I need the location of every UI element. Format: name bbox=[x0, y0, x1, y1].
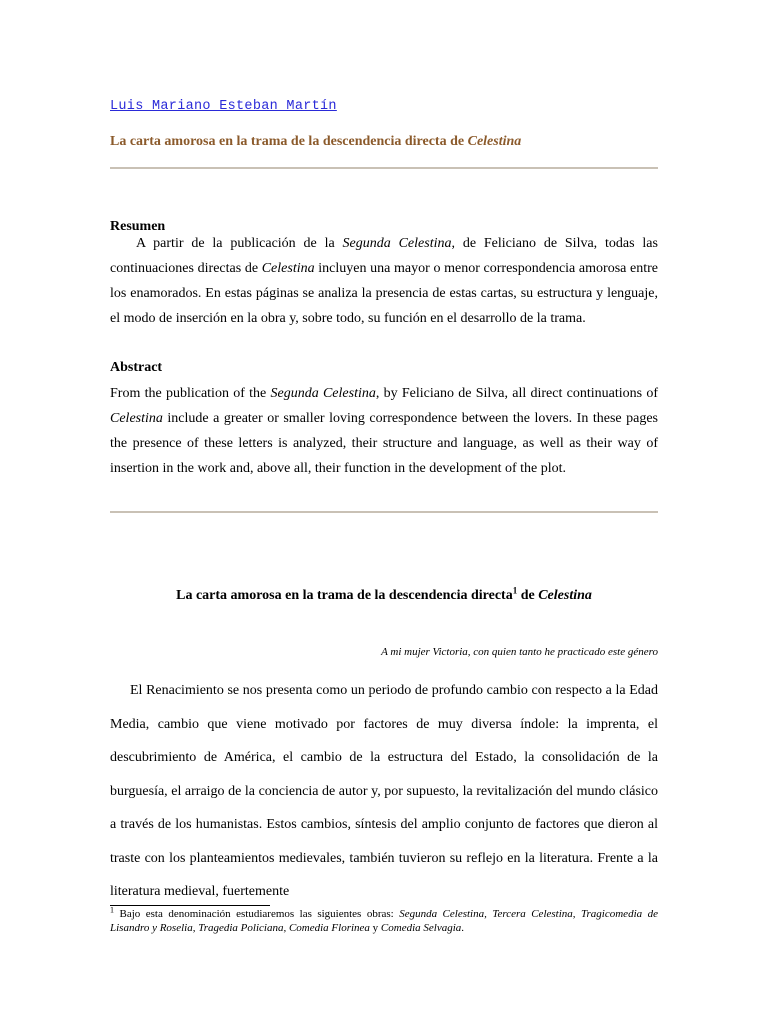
abstract-text-3: include a greater or smaller loving correspondence between the lovers. In these pages the presence of these letters is analyzed, their structure and language, as well as their way of insertion in the work and, above all, their function in the development of the plot. bbox=[110, 411, 658, 476]
abstract-text-2: , by Feliciano de Silva, all direct continuations of bbox=[375, 386, 658, 401]
article-title-text: La carta amorosa en la trama de la descendencia directa bbox=[176, 588, 513, 603]
body-paragraph: El Renacimiento se nos presenta como un periodo de profundo cambio con respecto a la Edad Media, cambio que viene motivado por factores de muy diversa índole: la imprenta, el descubrimiento de América, el cambio de la estructura del Estado, la consolidación de la burguesía, el arraigo de la conciencia de autor y, por supuesto, la revitalización del mundo clásico a través de los humanistas. Estos cambios, síntesis del amplio conjunto de factores que dieron al traste con los planteamientos medievales, también tuvieron su reflejo en la literatura. Frente a la literatura medieval, fuertemente bbox=[110, 683, 658, 899]
abstract-heading: Abstract bbox=[110, 360, 163, 375]
footnote-works: Segunda Celestina, Tercera Celestina, Tragicomedia de Lisandro y Roselia, Tragedia Policiana, Comedia Florinea bbox=[110, 908, 658, 934]
resumen-text-1: A partir de la publicación de la bbox=[136, 236, 343, 251]
footnote bbox=[110, 907, 658, 935]
divider-top bbox=[110, 167, 658, 169]
abstract-italic-2: Celestina bbox=[110, 411, 163, 426]
resumen-text-2: , de Feliciano de Silva, todas las continuaciones directas de bbox=[110, 236, 658, 276]
document-title-text: La carta amorosa en la trama de la descendencia directa de bbox=[110, 134, 468, 149]
document-title-italic: Celestina bbox=[467, 134, 522, 149]
footnote-last-work: Comedia Selvagia bbox=[380, 922, 462, 934]
footnote-end: . bbox=[461, 922, 465, 934]
resumen-paragraph bbox=[110, 231, 658, 331]
footnote-and: y bbox=[369, 922, 381, 934]
document-title bbox=[110, 134, 521, 150]
resumen-italic-1: Segunda Celestina bbox=[342, 236, 452, 251]
footnote-divider bbox=[110, 905, 270, 906]
footnote-text: Bajo esta denominación estudiaremos las siguientes obras: bbox=[114, 908, 400, 920]
abstract-text-1: From the publication of the bbox=[110, 386, 271, 401]
resumen-text-3: incluyen una mayor o menor correspondencia amorosa entre los enamorados. En estas páginas se analiza la presencia de estas cartas, su estructura y lenguaje, el modo de inserción en la obra y, sobre todo, su función en el desarrollo de la trama. bbox=[110, 261, 659, 326]
resumen-italic-2: Celestina bbox=[261, 261, 315, 276]
article-title-italic: Celestina bbox=[538, 588, 592, 603]
author-link[interactable]: Luis Mariano Esteban Martín bbox=[110, 99, 337, 114]
article-title bbox=[110, 585, 658, 604]
resumen-heading: Resumen bbox=[110, 219, 166, 234]
footnote-reference[interactable]: 1 bbox=[512, 585, 518, 596]
article-title-mid: de bbox=[517, 588, 539, 603]
footnote-marker: 1 bbox=[110, 905, 114, 915]
abstract-italic-1: Segunda Celestina bbox=[270, 386, 376, 401]
abstract-paragraph bbox=[110, 381, 658, 481]
dedication: A mi mujer Victoria, con quien tanto he practicado este género bbox=[381, 646, 658, 658]
divider-bottom bbox=[110, 511, 658, 513]
